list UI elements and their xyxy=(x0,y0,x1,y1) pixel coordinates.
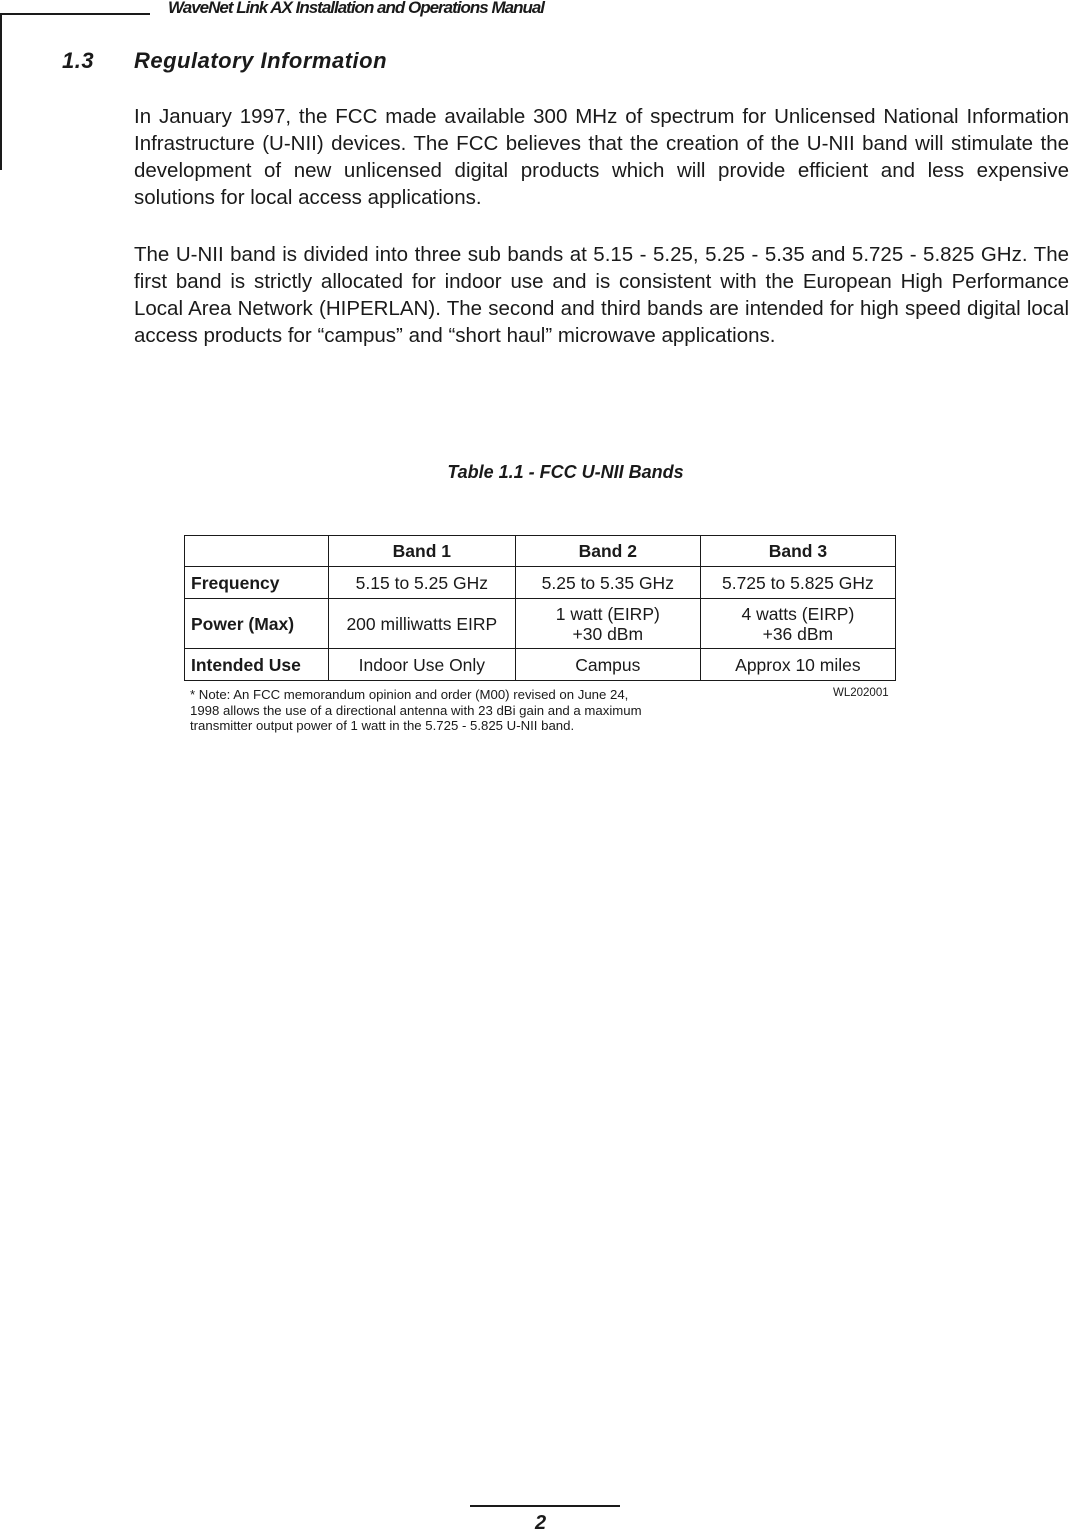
header-cell-empty xyxy=(185,536,329,567)
cell-power-band-2: 1 watt (EIRP) +30 dBm xyxy=(515,599,700,649)
section-number: 1.3 xyxy=(62,48,95,73)
cell-frequency-band-2: 5.25 to 5.35 GHz xyxy=(515,567,700,599)
row-label-power: Power (Max) xyxy=(185,599,329,649)
header-cell-band-3: Band 3 xyxy=(700,536,895,567)
cell-use-band-1: Indoor Use Only xyxy=(328,649,515,681)
section-title: Regulatory Information xyxy=(134,48,388,73)
running-header: WaveNet Link AX Installation and Operations Manual xyxy=(168,0,545,17)
table-row-power xyxy=(185,599,896,649)
section-heading xyxy=(62,48,387,74)
fcc-unii-bands-table xyxy=(184,535,896,681)
table-row-intended-use xyxy=(185,649,896,681)
table-footnote: * Note: An FCC memorandum opinion and order (M00) revised on June 24, 1998 allows the use of a directional antenna with 23 dBi gain and a maximum transmitter output power of 1 watt in the 5.725 - 5.825 U-NII band. xyxy=(190,687,642,733)
cell-use-band-2: Campus xyxy=(515,649,700,681)
page-number: 2 xyxy=(535,1512,547,1534)
row-label-frequency: Frequency xyxy=(185,567,329,599)
paragraph-unii-intro: In January 1997, the FCC made available 300 MHz of spectrum for Unlicensed National Information Infrastructure (U-NII) devices. The FCC believes that the creation of the U-NII band will stimulate the development of new unlicensed digital products which will provide efficient and less expensive solutions for local access applications. xyxy=(134,105,1069,209)
cell-power-band-1: 200 milliwatts EIRP xyxy=(328,599,515,649)
table-header-row xyxy=(185,536,896,567)
header-cell-band-1: Band 1 xyxy=(328,536,515,567)
table-row-frequency xyxy=(185,567,896,599)
figure-code: WL202001 xyxy=(833,687,889,699)
cell-power-band-3: 4 watts (EIRP) +36 dBm xyxy=(700,599,895,649)
footer-rule xyxy=(470,1505,620,1507)
page-frame-top-rule xyxy=(0,13,150,15)
table-caption: Table 1.1 - FCC U-NII Bands xyxy=(447,462,684,482)
header-cell-band-2: Band 2 xyxy=(515,536,700,567)
row-label-intended-use: Intended Use xyxy=(185,649,329,681)
cell-frequency-band-1: 5.15 to 5.25 GHz xyxy=(328,567,515,599)
paragraph-unii-bands: The U-NII band is divided into three sub bands at 5.15 - 5.25, 5.25 - 5.35 and 5.725 - 5.825 GHz. The first band is strictly allocated for indoor use and is consistent with the European High Performance Local Area Network (HIPERLAN). The second and third bands are intended for high speed digital local access products for “campus” and “short haul” microwave applications. xyxy=(134,243,1069,347)
cell-frequency-band-3: 5.725 to 5.825 GHz xyxy=(700,567,895,599)
page-frame-left-rule xyxy=(0,13,2,170)
cell-use-band-3: Approx 10 miles xyxy=(700,649,895,681)
